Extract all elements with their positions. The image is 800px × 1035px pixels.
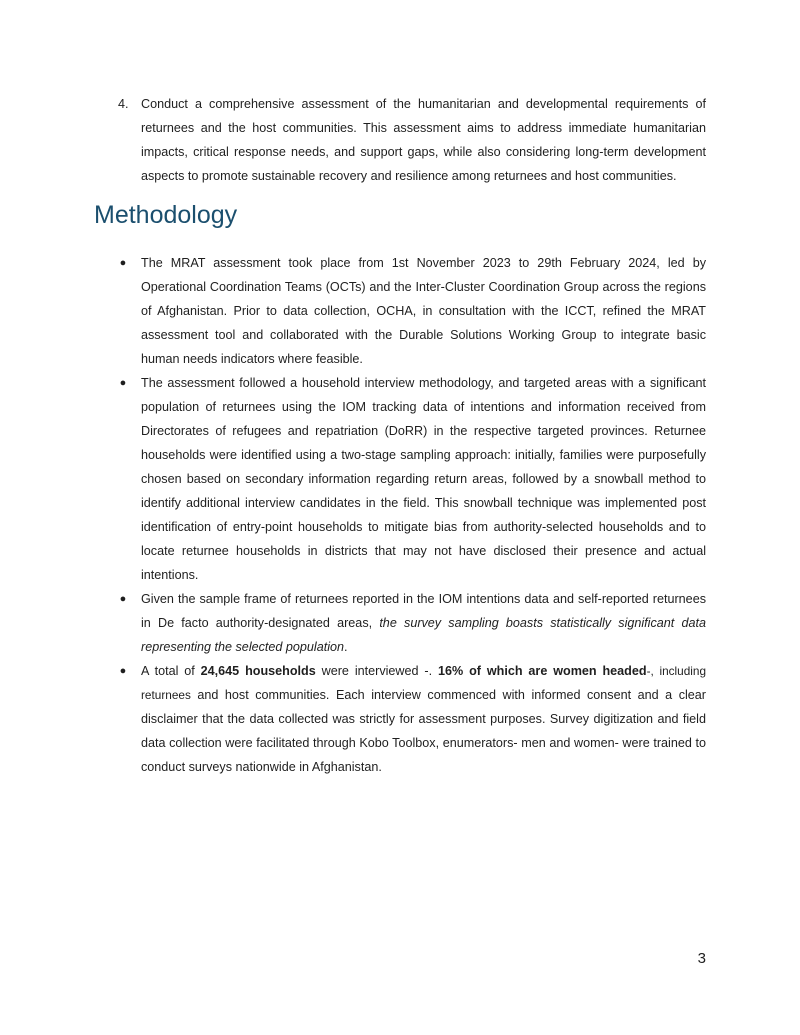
bullet-icon: ● [119,377,127,389]
methodology-bullet-list [118,251,706,779]
bullet-text-small: -, including returnees [141,664,707,702]
women-headed-share: 16% of which are women headed [437,664,647,678]
bullet-text-rest: and host communities. Each interview commenced with informed consent and a clear disclaimer that the data collected was strictly for assessment purposes. Survey digitization and field data collection were facilitated through Kobo Toolbox, enumerators- men and women- were trained to conduct surveys nationwide in Afghanistan. [141,688,706,774]
bullet-icon: ● [119,665,127,677]
bullet-text-mid: were interviewed -. [315,664,438,678]
list-number: 4. [118,97,129,111]
bullet-item-method [118,371,706,587]
bullet-item-sampling [118,587,706,659]
page-number: 3 [697,950,706,967]
numbered-list-item [118,92,706,188]
bullet-item-households [118,659,706,779]
household-count: 24,645 households [200,664,316,678]
section-heading: Methodology [94,201,238,229]
bullet-text: A total of [141,664,201,678]
bullet-text: The MRAT assessment took place from 1st November 2023 to 29th February 2024, led by Operational Coordination Teams (OCTs) and the Inter-Cluster Coordination Group across the regions of Afghanistan. Prior to data collection, OCHA, in consultation with the ICCT, refined the MRAT assessment tool and collaborated with the Durable Solutions Working Group to integrate basic human needs indicators where feasible. [141,256,706,366]
bullet-icon: ● [119,593,127,605]
bullet-text-end: . [344,640,348,654]
bullet-item-dates [118,251,706,371]
bullet-icon: ● [119,257,127,269]
bullet-text: The assessment followed a household interview methodology, and targeted areas with a significant population of returnees using the IOM tracking data of intentions and information received from Directorates of refugees and repatriation (DoRR) in the respective targeted provinces. Returnee households were identified using a two-stage sampling approach: initially, families were purposefully chosen based on secondary information regarding return areas, followed by a snowball method to identify additional interview candidates in the field. This snowball technique was implemented post identification of entry-point households to mitigate bias from authority-selected households and to locate returnee households in districts that may not have disclosed their presence and actual intentions. [141,376,706,582]
list-item-text: Conduct a comprehensive assessment of the humanitarian and developmental requirements of returnees and the host communities. This assessment aims to address immediate humanitarian impacts, critical response needs, and support gaps, while also considering long-term development aspects to promote sustainable recovery and resilience among returnees and host communities. [141,97,706,183]
bullet-italic-text: the survey sampling boasts statistically significant data representing the selected population [141,616,706,654]
bullet-text: Given the sample frame of returnees reported in the IOM intentions data and self-reported returnees in De facto authority-designated areas, [141,592,706,630]
